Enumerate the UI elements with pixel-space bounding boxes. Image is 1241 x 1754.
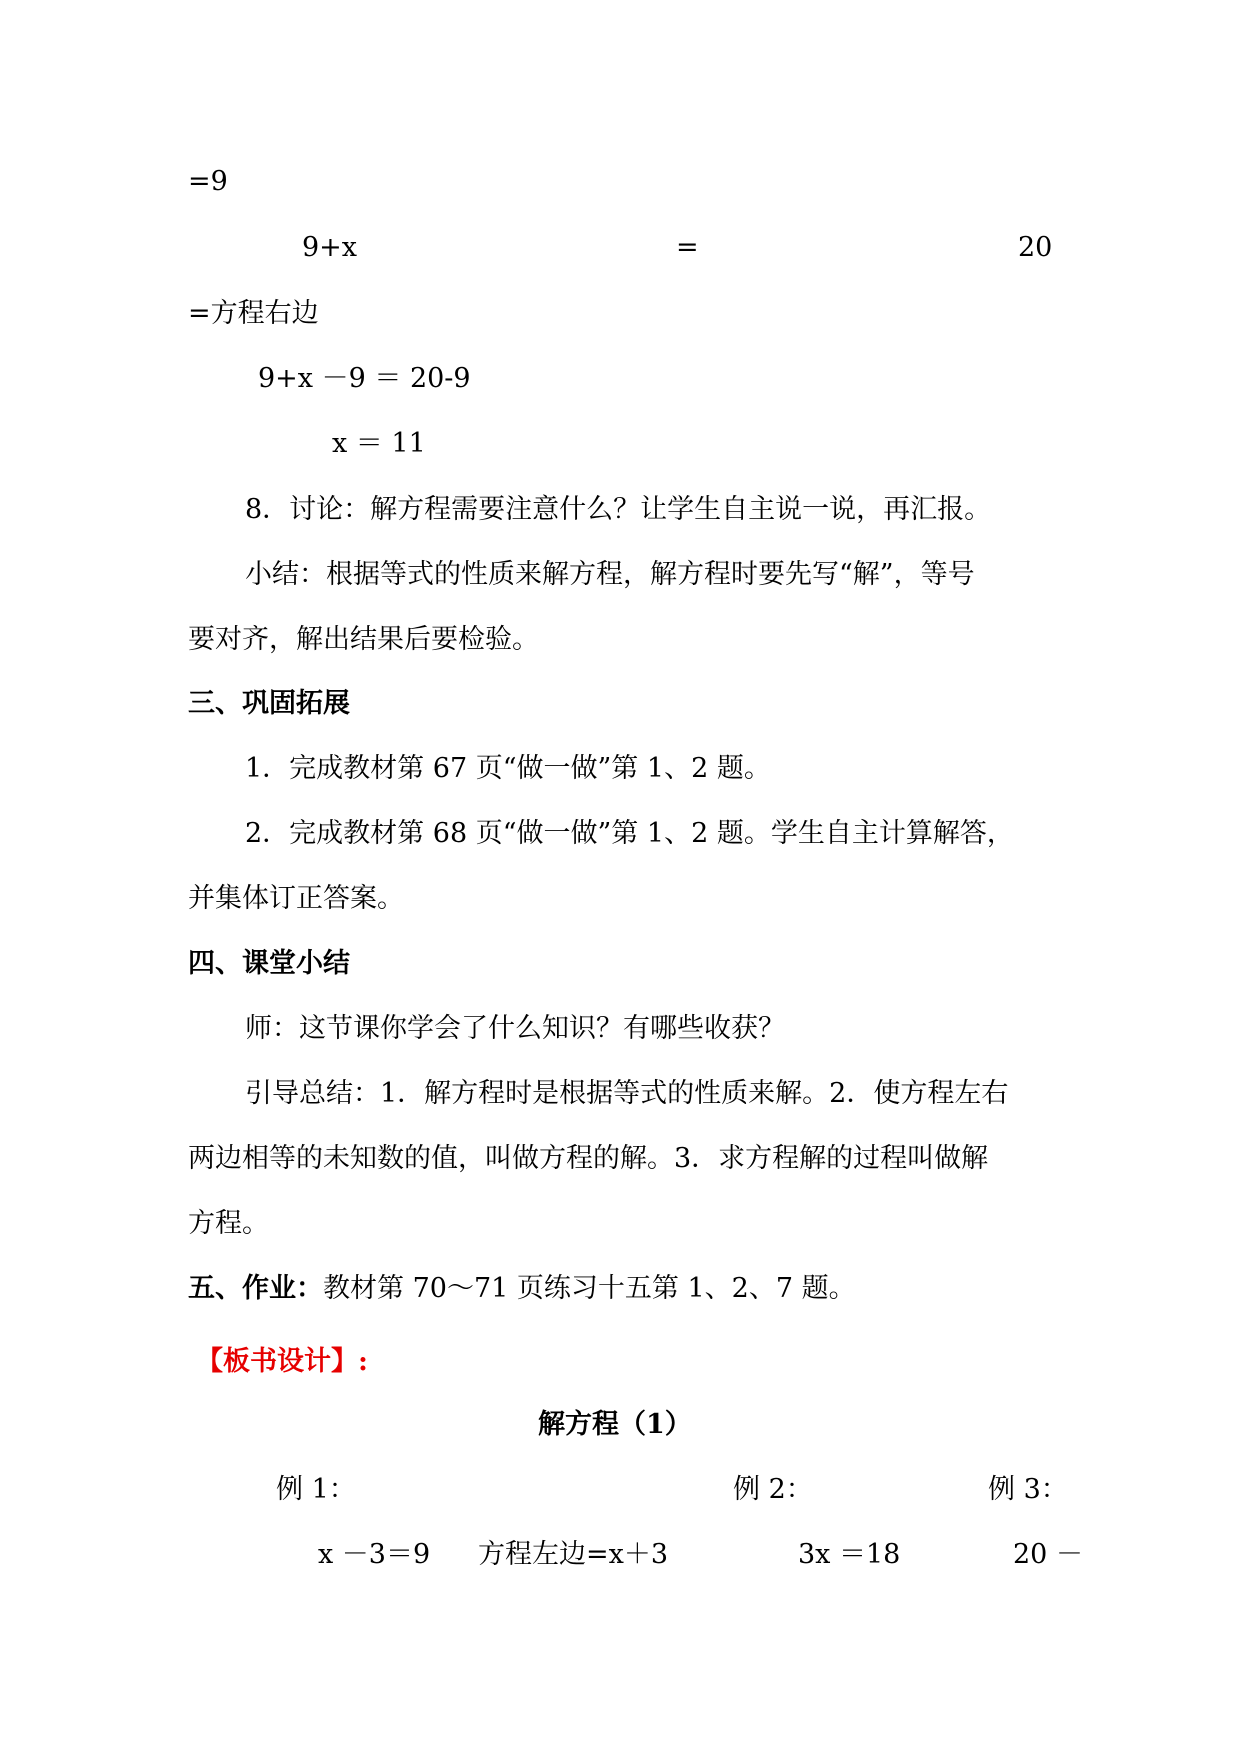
equation-line-c: =方程右边 (188, 298, 319, 329)
example-1-note: 方程左边=x＋3 (478, 1539, 669, 1570)
section3-item-2-line-2: 并集体订正答案。 (188, 883, 404, 914)
board-design-label: 【板书设计】: (196, 1346, 368, 1377)
summary-line-2: 要对齐，解出结果后要检验。 (188, 624, 539, 655)
summary-line-1: 小结：根据等式的性质来解方程，解方程时要先写“解”，等号 (245, 559, 975, 590)
item-8: 8．讨论：解方程需要注意什么？让学生自主说一说，再汇报。 (245, 494, 992, 525)
guide-summary-line-1: 引导总结：1．解方程时是根据等式的性质来解。2．使方程左右 (245, 1078, 1009, 1109)
example-3-label: 例 3： (988, 1474, 1068, 1505)
guide-summary-line-2: 两边相等的未知数的值，叫做方程的解。3．求方程解的过程叫做解 (188, 1143, 989, 1174)
section3-item-2-line-1: 2．完成教材第 68 页“做一做”第 1、2 题。学生自主计算解答， (245, 818, 1014, 849)
section5-line (188, 1269, 856, 1309)
equation-line-b-right: 20 (1018, 232, 1053, 263)
section5-heading: 五、作业： (188, 1273, 323, 1304)
example-3-equation: 20 － (1013, 1539, 1083, 1570)
equation-line-e: x ＝ 11 (332, 428, 426, 459)
example-2-label: 例 2： (733, 1474, 813, 1505)
section3-item-1: 1．完成教材第 67 页“做一做”第 1、2 题。 (245, 753, 771, 784)
example-1-label: 例 1： (276, 1474, 356, 1505)
example-2-equation: 3x ＝18 (798, 1539, 901, 1570)
equation-line-a: =9 (188, 166, 228, 197)
teacher-question: 师：这节课你学会了什么知识？有哪些收获？ (245, 1013, 785, 1044)
equation-line-d: 9+x －9 ＝ 20-9 (258, 363, 471, 394)
section3-heading: 三、巩固拓展 (188, 688, 350, 719)
section4-heading: 四、课堂小结 (188, 948, 350, 979)
example-1-equation: x －3＝9 (318, 1539, 431, 1570)
guide-summary-line-3: 方程。 (188, 1208, 269, 1239)
equation-line-b-mid: = (676, 232, 699, 263)
equation-line-b-left: 9+x (302, 232, 358, 263)
section5-text: 教材第 70～71 页练习十五第 1、2、7 题。 (323, 1273, 856, 1304)
board-title: 解方程（1） (538, 1409, 692, 1440)
